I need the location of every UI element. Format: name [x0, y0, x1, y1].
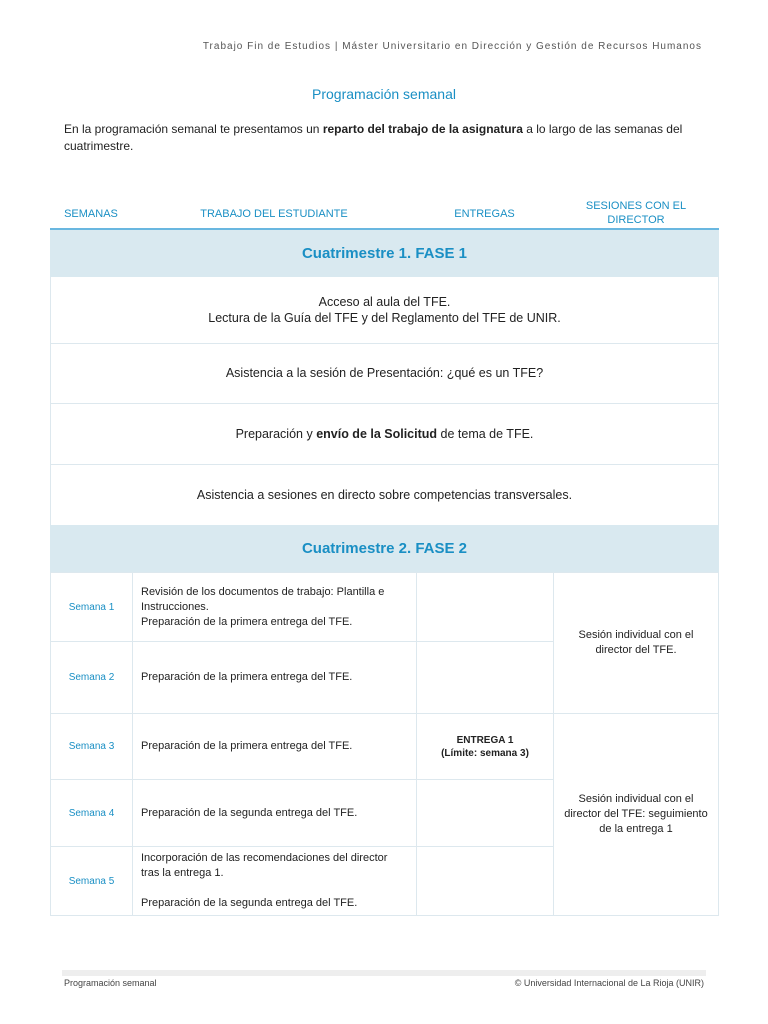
phase2-title: Cuatrimestre 2. FASE 2 [50, 525, 719, 572]
session-cell-2: Sesión individual con el director del TFE: seguimiento de la entrega 1 [553, 713, 719, 916]
entrega-1-deadline: (Límite: semana 3) [441, 747, 529, 759]
phase1-row-1-line2: Lectura de la Guía del TFE y del Reglamento del TFE de UNIR. [208, 311, 561, 325]
week-5-work-line2: Preparación de la segunda entrega del TFE. [141, 897, 358, 909]
phase1-row-1 [50, 277, 719, 344]
intro-text-2: a lo largo de las semanas del cuatrimestre. [64, 122, 683, 153]
phase1-title: Cuatrimestre 1. FASE 1 [50, 230, 719, 277]
document-header: Trabajo Fin de Estudios | Máster Universitario en Dirección y Gestión de Recursos Humanos [202, 41, 702, 52]
intro-text-bold: reparto del trabajo de la asignatura [322, 122, 523, 136]
footer-right: © Universidad Internacional de La Rioja (UNIR) [514, 978, 704, 988]
week-1-work-line2: Preparación de la primera entrega del TFE. [141, 615, 353, 628]
column-header-trabajo: TRABAJO DEL ESTUDIANTE [200, 208, 348, 220]
week-1-work-line1: Revisión de los documentos de trabajo: Plantilla e Instrucciones. [141, 585, 385, 613]
phase1-row-3-text [236, 426, 534, 442]
entrega-1-label: ENTREGA 1 [456, 734, 514, 746]
week-label-4: Semana 4 [50, 779, 133, 847]
column-header-sesiones-line2: DIRECTOR [607, 214, 665, 226]
phase1-row-4 [50, 464, 719, 526]
week-4-work [132, 779, 417, 847]
week-5-spacer [141, 881, 408, 896]
column-header-semanas: SEMANAS [64, 208, 118, 220]
session-cell-1: Sesión individual con el director del TFE. [553, 572, 719, 714]
week-3-entrega [416, 713, 554, 780]
week-1-entrega [416, 572, 554, 642]
week-label-2: Semana 2 [50, 641, 133, 714]
phase1-row-2 [50, 343, 719, 404]
intro-paragraph [64, 121, 704, 155]
phase1-row-3-bold: envío de la Solicitud [316, 426, 438, 441]
week-4-entrega [416, 779, 554, 847]
phase1-row-2-text: Asistencia a la sesión de Presentación: ¿qué es un TFE? [225, 366, 544, 380]
phase1-row-3-post: de tema de TFE. [437, 426, 534, 441]
phase1-row-4-text: Asistencia a sesiones en directo sobre competencias transversales. [196, 487, 573, 502]
week-label-1: Semana 1 [50, 572, 133, 642]
intro-text-1: En la programación semanal te presentamos un [64, 122, 323, 136]
week-3-work [132, 713, 417, 780]
phase2-grid [50, 572, 719, 916]
page-title: Programación semanal [312, 86, 456, 102]
week-5-work-line1: Incorporación de las recomendaciones del director tras la entrega 1. [141, 852, 388, 879]
week-2-work-line1: Preparación de la primera entrega del TFE. [141, 671, 353, 683]
column-header-entregas: ENTREGAS [454, 208, 515, 220]
week-5-entrega [416, 846, 554, 916]
week-2-work [132, 641, 417, 714]
week-5-work [132, 846, 417, 916]
week-label-3: Semana 3 [50, 713, 133, 780]
phase1-row-3 [50, 403, 719, 465]
footer-bar [62, 970, 706, 976]
phase1-row-1-line1: Acceso al aula del TFE. [318, 295, 451, 309]
week-3-work-line1: Preparación de la primera entrega del TFE. [141, 740, 353, 752]
week-2-entrega [416, 641, 554, 714]
week-1-work [132, 572, 417, 642]
column-header-sesiones [553, 199, 719, 227]
phase1-row-3-pre: Preparación y [235, 426, 317, 441]
week-label-5: Semana 5 [50, 846, 133, 916]
footer-left: Programación semanal [64, 978, 157, 988]
week-4-work-line1: Preparación de la segunda entrega del TFE. [141, 806, 358, 819]
column-header-sesiones-line1: SESIONES CON EL [585, 200, 687, 212]
